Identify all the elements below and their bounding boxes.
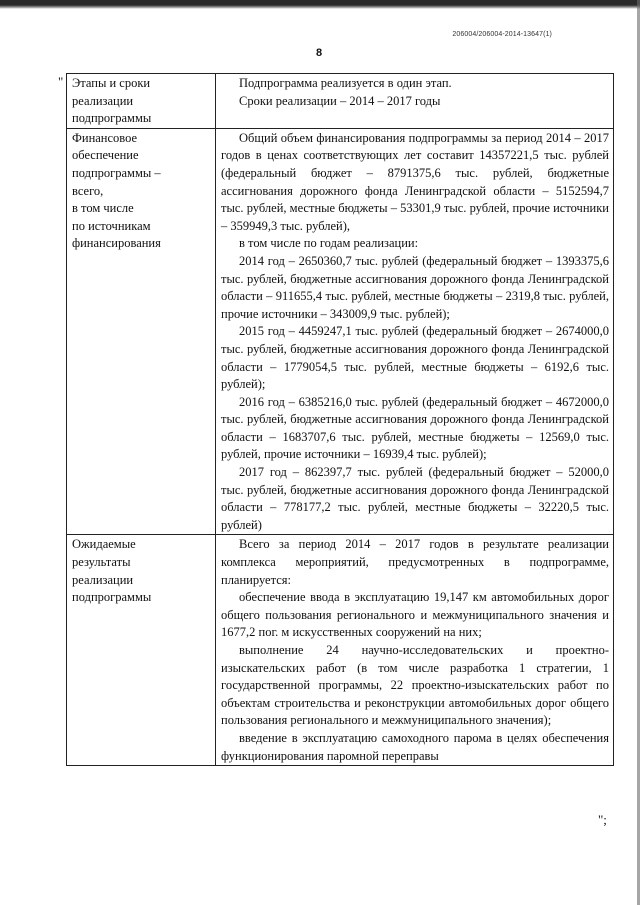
paragraph: Всего за период 2014 – 2017 годов в результате реализации комплекса мероприятий, предусмотренных в подпрограмме, планируется: (221, 537, 609, 587)
paragraph: Сроки реализации – 2014 – 2017 годы (239, 93, 441, 108)
closing-quote: "; (598, 812, 607, 827)
label-line: по источникам (72, 218, 151, 233)
label-line: реализации (72, 572, 134, 587)
label-line: Финансовое (72, 130, 138, 145)
page-number: 8 (316, 47, 323, 59)
label-line: всего, (72, 183, 104, 198)
paragraph: выполнение 24 научно-исследовательских и проектно-изыскательских работ (в том числе разработка 1 стратегии, 1 государственной программы, 22 проектно-изыскательских работ по объектам строительства и реконструкции автомобильных дорог общего пользования регионального и межмуниципального значения); (221, 643, 609, 728)
paragraph: 2014 год – 2650360,7 тыс. рублей (федеральный бюджет – 1393375,6 тыс. рублей, бюджетные ассигнования дорожного фонда Ленинградской области – 911655,4 тыс. рублей, местные бюджеты – 2319,8 тыс. рублей, прочие источники – 343009,9 тыс. рублей); (221, 253, 609, 321)
scan-edge-top (0, 0, 640, 9)
opening-quote: " (58, 74, 64, 89)
paragraph: Подпрограмма реализуется в один этап. (239, 76, 452, 90)
paragraph: введение в эксплуатацию самоходного парома в целях обеспечения функционирования паромной переправы (221, 730, 609, 763)
paragraph: Общий объем финансирования подпрограммы за период 2014 – 2017 годов в ценах соответствующих лет составит 14357221,5 тыс. рублей (федеральный бюджет – 8791375,6 тыс. рублей, бюджетные ассигнования дорожного фонда Ленинградской области – 5152594,7 тыс. рублей, местные бюджеты – 53301,9 тыс. рублей, прочие источники – 359949,3 тыс. рублей), (221, 130, 609, 233)
row-content-financing (216, 128, 614, 535)
label-line: обеспечение (72, 148, 139, 163)
subprogram-passport-table (66, 73, 614, 766)
label-line: подпрограммы – (72, 165, 161, 180)
document-id: 206004/206004-2014-13647(1) (452, 31, 552, 38)
table-row (67, 535, 614, 766)
label-line: подпрограммы (72, 590, 152, 605)
row-label-results (67, 535, 216, 766)
label-line: в том числе (72, 201, 134, 216)
row-content-results (216, 535, 614, 766)
row-label-financing (67, 128, 216, 535)
label-line: финансирования (72, 236, 161, 251)
label-line: Ожидаемые (72, 537, 136, 552)
paragraph: 2015 год – 4459247,1 тыс. рублей (федеральный бюджет – 2674000,0 тыс. рублей, бюджетные ассигнования дорожного фонда Ленинградской области – 1779054,5 тыс. рублей, местные бюджеты – 6192,6 тыс. рублей); (221, 324, 609, 392)
label-line: реализации (72, 93, 134, 108)
paragraph: обеспечение ввода в эксплуатацию 19,147 км автомобильных дорог общего пользования регионального и межмуниципального значения и 1677,2 пог. м искусственных сооружений на них; (221, 590, 609, 640)
row-content-stages (216, 74, 614, 129)
label-line: Этапы и сроки (72, 76, 151, 90)
paragraph: в том числе по годам реализации: (239, 236, 419, 251)
label-line: подпрограммы (72, 111, 152, 126)
row-label-stages (67, 74, 216, 129)
paragraph: 2017 год – 862397,7 тыс. рублей (федеральный бюджет – 52000,0 тыс. рублей, бюджетные ассигнования дорожного фонда Ленинградской области – 778177,2 тыс. рублей, местные бюджеты – 32220,5 тыс. рублей) (221, 465, 609, 532)
table-row (67, 128, 614, 535)
table-row (67, 74, 614, 129)
label-line: результаты (72, 555, 131, 570)
paragraph: 2016 год – 6385216,0 тыс. рублей (федеральный бюджет – 4672000,0 тыс. рублей, бюджетные ассигнования дорожного фонда Ленинградской области – 1683707,6 тыс. рублей, местные бюджеты – 12569,0 тыс. рублей, прочие источники – 16939,4 тыс. рублей); (221, 394, 609, 462)
